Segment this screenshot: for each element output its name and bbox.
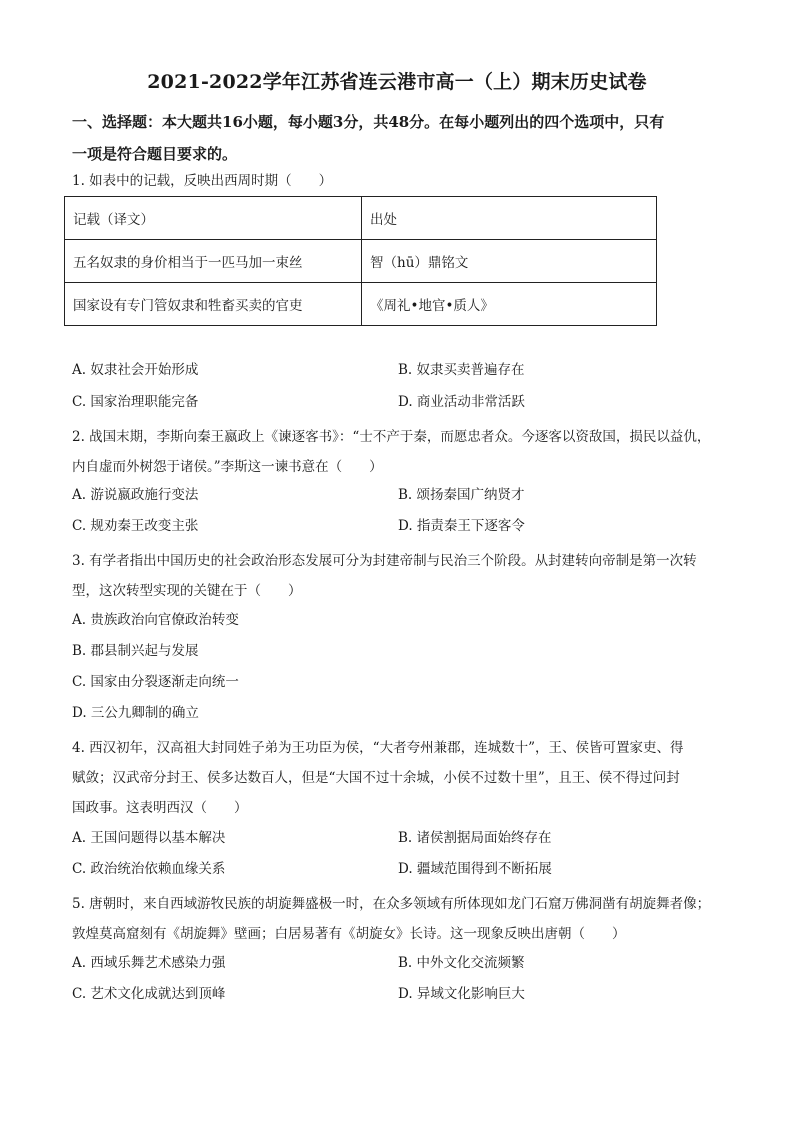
question-4-option-d: D. 疆域范围得到不断拓展 [398,861,552,877]
table-cell: 五名奴隶的身价相当于一匹马加一束丝 [65,240,362,283]
question-2-option-b: B. 颂扬秦国广纳贤才 [398,487,525,503]
question-1-table [64,196,657,326]
question-3-option-c: C. 国家由分裂逐渐走向统一 [72,674,239,690]
section-heading-line-2: 一项是符合题目要求的。 [72,145,238,163]
table-cell: 智（hū）鼎铭文 [362,240,657,283]
question-4-option-a: A. 王国问题得以基本解决 [72,830,226,846]
question-1-option-c: C. 国家治理职能完备 [72,394,199,410]
table-row [65,240,657,283]
page-title: 2021-2022学年江苏省连云港市高一（上）期末历史试卷 [147,71,647,93]
question-1-option-a: A. 奴隶社会开始形成 [72,362,199,378]
question-4-stem [72,733,742,823]
section-heading-line-1: 一、选择题：本大题共16小题，每小题3分，共48分。在每小题列出的四个选项中，只有 [72,113,665,131]
question-1-option-b: B. 奴隶买卖普遍存在 [398,362,525,378]
question-4-option-b: B. 诸侯割据局面始终存在 [398,830,552,846]
question-2-line-2: 内自虚而外树怨于诸侯。”李斯这一谏书意在（ ） [72,459,383,475]
section-heading [72,106,732,170]
question-5-line-1: 5. 唐朝时，来自西域游牧民族的胡旋舞盛极一时，在众多领域有所体现如龙门石窟万佛洞凿有胡旋舞者像； [72,896,711,912]
question-4-line-1: 4. 西汉初年，汉高祖大封同姓子弟为王功臣为侯，“大者夸州兼郡，连城数十”，王、侯皆可置家吏、得 [72,740,684,756]
question-5-option-c: C. 艺术文化成就达到顶峰 [72,986,226,1002]
question-2-option-c: C. 规劝秦王改变主张 [72,518,199,534]
question-3-option-a: A. 贵族政治向官僚政治转变 [72,612,239,628]
table-header-cell: 出处 [362,197,657,240]
question-2-option-a: A. 游说嬴政施行变法 [72,487,199,503]
question-5-option-b: B. 中外文化交流频繁 [398,955,525,971]
table-header-cell: 记载（译文） [65,197,362,240]
question-3-stem [72,546,742,606]
question-4-line-2: 赋敛；汉武帝分封王、侯多达数百人，但是“大国不过十余城，小侯不过数十里”，且王、侯不得过问封 [72,770,680,786]
question-1-option-d: D. 商业活动非常活跃 [398,394,525,410]
question-4-option-c: C. 政治统治依赖血缘关系 [72,861,226,877]
question-5-line-2: 敦煌莫高窟刻有《胡旋舞》壁画；白居易著有《胡旋女》长诗。这一现象反映出唐朝（ ） [72,926,626,942]
table-row [65,283,657,326]
question-2-stem [72,422,742,482]
question-3-option-d: D. 三公九卿制的确立 [72,705,199,721]
table-cell: 国家设有专门管奴隶和牲畜买卖的官吏 [65,283,362,326]
question-3-line-2: 型，这次转型实现的关键在于（ ） [72,583,302,599]
question-3-line-1: 3. 有学者指出中国历史的社会政治形态发展可分为封建帝制与民治三个阶段。从封建转向帝制是第一次转 [72,553,697,569]
question-4-line-3: 国政事。这表明西汉（ ） [72,800,248,816]
question-2-option-d: D. 指责秦王下逐客令 [398,518,525,534]
table-header-row [65,197,657,240]
question-5-stem [72,889,742,949]
question-1-stem: 1. 如表中的记载，反映出西周时期（ ） [72,173,333,189]
question-3-option-b: B. 郡县制兴起与发展 [72,643,199,659]
table-cell: 《周礼•地官•质人》 [362,283,657,326]
question-5-option-d: D. 异域文化影响巨大 [398,986,525,1002]
question-2-line-1: 2. 战国末期，李斯向秦王嬴政上《谏逐客书》：“士不产于秦，而愿忠者众。今逐客以资敌国，损民以益仇， [72,429,711,445]
question-5-option-a: A. 西域乐舞艺术感染力强 [72,955,226,971]
